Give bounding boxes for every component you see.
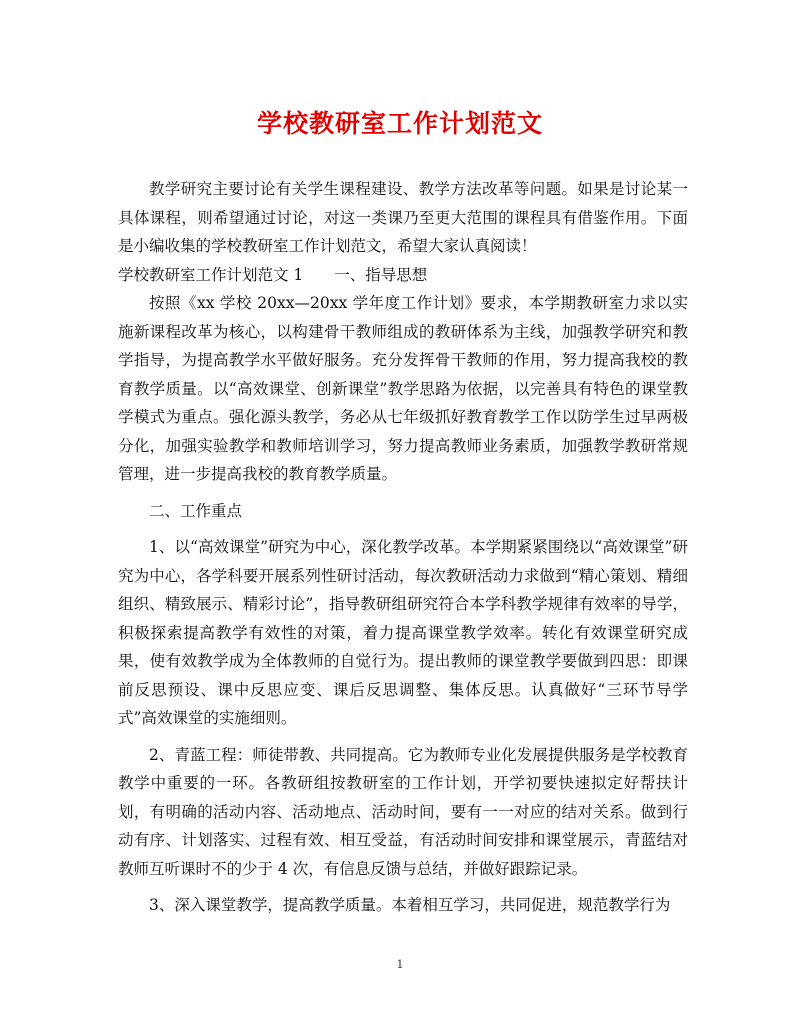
work-item-2-paragraph: 2、青蓝工程：师徒带教、共同提高。它为教师专业化发展提供服务是学校教育教学中重要的一环。各教研组按教研室的工作计划，开学初要快速拟定好帮扶计划，有明确的活动内容、活动地点、活动时间，要有一一对应的结对关系。做到行动有序、计划落实、过程有效、相互受益，有活动时间安排和课堂展示，青蓝结对教师互听课时不的少于 4 次，有信息反馈与总结，并做好跟踪记录。 — [118, 745, 688, 878]
document-title: 学校教研室工作计划范文 — [256, 109, 543, 138]
page-number: 1 — [396, 958, 404, 971]
work-item-1-paragraph: 1、以“高效课堂”研究为中心，深化教学改革。本学期紧紧围绕以“高效课堂”研究为中心，各学科要开展系列性研讨活动，每次教研活动力求做到“精心策划、精细组织、精致展示、精彩讨论”，指导教研组研究符合本学科教学规律有效率的导学，积极探索提高教学有效性的对策，着力提高课堂教学效率。转化有效课堂研究成果，使有效教学成为全体教师的自觉行为。提出教师的课堂教学要做到四思：即课前反思预设、课中反思应变、课后反思调整、集体反思。认真做好“三环节导学式”高效课堂的实施细则。 — [118, 538, 688, 727]
work-item-3-paragraph: 3、深入课堂教学，提高教学质量。本着相互学习，共同促进，规范教学行为 — [149, 896, 671, 914]
work-focus-heading: 二、工作重点 — [149, 501, 243, 520]
intro-paragraph: 教学研究主要讨论有关学生课程建设、教学方法改革等问题。如果是讨论某一具体课程，则希望通过讨论，对这一类课乃至更大范围的课程具有借鉴作用。下面是小编收集的学校教研室工作计划范文，希望大家认真阅读！ — [118, 180, 688, 255]
guiding-ideology-paragraph: 按照《xx 学校 20xx—20xx 学年度工作计划》要求，本学期教研室力求以实施新课程改革为核心，以构建骨干教师组成的教研体系为主线，加强教学研究和教学指导，为提高教学水平做好服务。充分发挥骨干教师的作用，努力提高我校的教育教学质量。以“高效课堂、创新课堂”教学思路为依据，以完善具有特色的课堂教学模式为重点。强化源头教学，务必从七年级抓好教育教学工作以防学生过早两极分化，加强实验教学和教师培训学习，努力提高教师业务素质，加强教学教研常规管理，进一步提高我校的教育教学质量。 — [118, 294, 688, 483]
document-body — [118, 175, 688, 920]
section-heading-line: 学校教研室工作计划范文 1 一、指导思想 — [118, 265, 428, 284]
